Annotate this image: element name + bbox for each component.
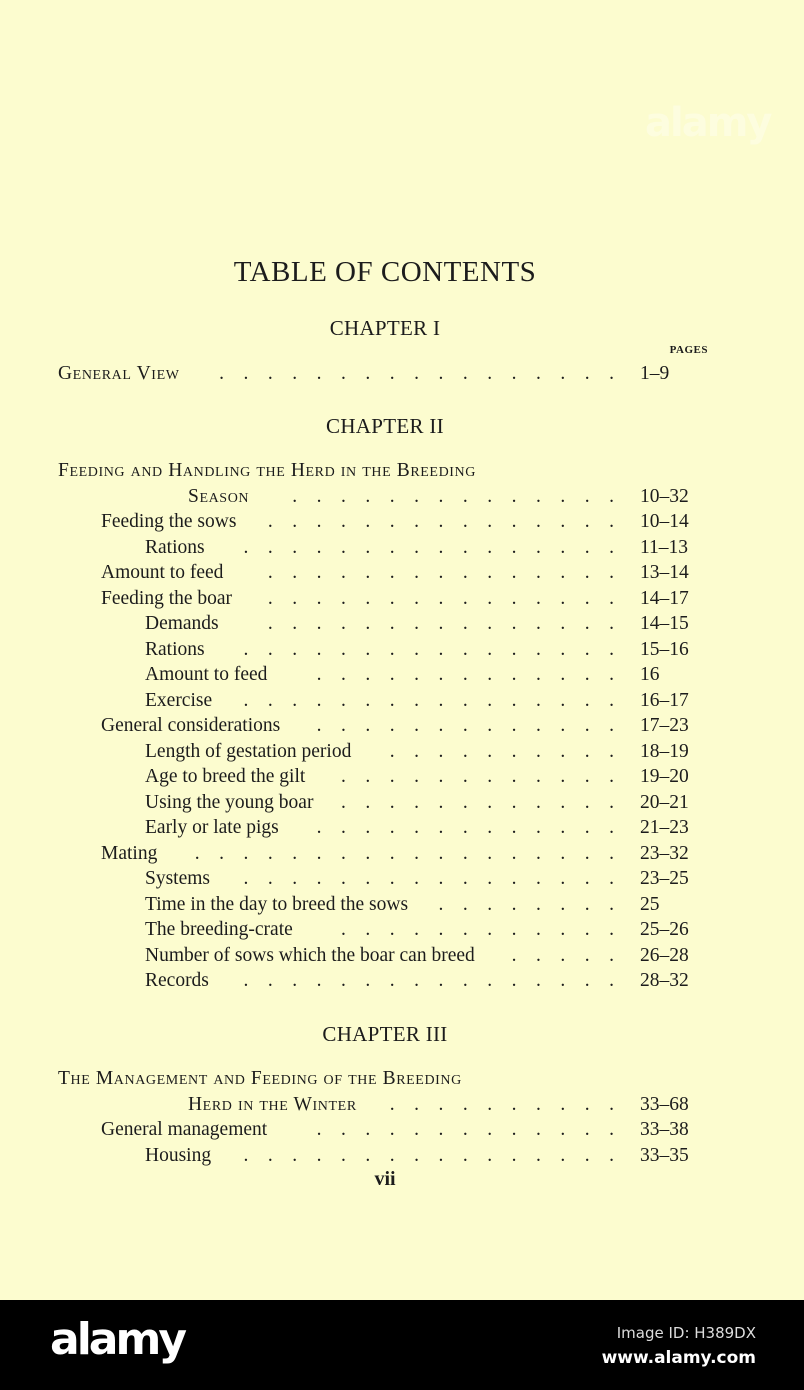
entry-title: Herd in the Winter bbox=[188, 1093, 357, 1115]
toc-entry bbox=[145, 688, 710, 713]
entry-title: Early or late pigs bbox=[145, 817, 279, 838]
entry-pages: 20–21 bbox=[640, 791, 689, 813]
dot-leader: . . . . . . . . . . . . . bbox=[297, 817, 614, 838]
entry-title: The breeding-crate bbox=[145, 919, 293, 940]
entry-title: Exercise bbox=[145, 689, 213, 711]
toc-entry bbox=[58, 458, 710, 483]
alamy-logo: alamy bbox=[50, 1314, 184, 1365]
entry-title: Housing bbox=[145, 1144, 212, 1166]
dot-leader: . . . . . . . . . . . . . . . bbox=[248, 562, 614, 583]
dot-leader: . . . . . . . . . . . . . . . . bbox=[224, 689, 614, 711]
stock-footer-banner bbox=[0, 1300, 804, 1390]
entry-title: Demands bbox=[145, 613, 219, 634]
entry-pages: 10–14 bbox=[640, 511, 689, 532]
toc-entry bbox=[58, 1066, 710, 1091]
entry-title: The Management and Feeding of the Breeding bbox=[58, 1068, 462, 1089]
entry-title: Length of gestation period bbox=[145, 740, 352, 762]
toc-entry bbox=[101, 841, 710, 866]
toc-entry bbox=[145, 535, 710, 560]
entry-pages: 25–26 bbox=[640, 919, 689, 940]
entry-pages: 21–23 bbox=[640, 817, 689, 838]
entry-title: Using the young boar bbox=[145, 791, 314, 813]
dot-leader: . . . . . . . . . . . . . . . . . . bbox=[175, 842, 614, 864]
chapter-heading: CHAPTER I bbox=[329, 316, 441, 340]
entry-title: Amount to feed bbox=[145, 664, 268, 685]
dot-leader: . . . . . . . . . . . . . . . . bbox=[224, 536, 614, 558]
entry-pages: 1–9 bbox=[640, 363, 670, 384]
watermark: alamy bbox=[645, 100, 771, 146]
dot-leader: . . . . . . . . . . . . . . bbox=[272, 485, 614, 507]
entry-pages: 15–16 bbox=[640, 638, 689, 660]
entry-title: Mating bbox=[101, 842, 158, 864]
toc-entry bbox=[145, 637, 710, 662]
toc-entry bbox=[145, 917, 710, 942]
entry-title: Feeding and Handling the Herd in the Breeding bbox=[58, 460, 476, 481]
toc-entry bbox=[145, 1143, 710, 1168]
dot-leader: . . . . . . . . . . . . . bbox=[297, 664, 614, 685]
chapter-heading: CHAPTER II bbox=[326, 414, 444, 438]
entry-pages: 19–20 bbox=[640, 766, 689, 787]
toc-entry bbox=[145, 611, 710, 636]
entry-title: Feeding the boar bbox=[101, 587, 233, 609]
dot-leader: . . . . . bbox=[492, 944, 614, 966]
toc-entry bbox=[101, 586, 710, 611]
entry-pages: 10–32 bbox=[640, 485, 689, 507]
dot-leader: . . . . . . . . . . . . . . . . bbox=[224, 970, 614, 991]
entry-pages: 14–17 bbox=[640, 587, 689, 609]
dot-leader: . . . . . . . . . . bbox=[370, 740, 614, 762]
toc-entry bbox=[145, 968, 710, 993]
entry-pages: 14–15 bbox=[640, 613, 689, 634]
entry-title: General management bbox=[101, 1119, 268, 1140]
page-title: TABLE OF CONTENTS bbox=[233, 256, 537, 288]
toc-entry bbox=[145, 790, 710, 815]
dot-leader: . . . . . . . . . . . . . . . . . bbox=[199, 363, 614, 384]
entry-title: Number of sows which the boar can breed bbox=[145, 944, 475, 966]
toc-entry bbox=[145, 943, 710, 968]
dot-leader: . . . . . . . . . . . . . . . bbox=[248, 587, 614, 609]
chapter-heading: CHAPTER III bbox=[322, 1022, 448, 1046]
dot-leader: . . . . . . . . . . . . . . . . bbox=[224, 1144, 614, 1166]
toc-entry bbox=[101, 560, 710, 585]
entry-pages: 16–17 bbox=[640, 689, 689, 711]
entry-pages: 11–13 bbox=[640, 536, 689, 558]
entry-pages: 23–32 bbox=[640, 842, 689, 864]
entry-pages: 28–32 bbox=[640, 970, 689, 991]
page-number: vii bbox=[374, 1168, 396, 1190]
entry-pages: 33–68 bbox=[640, 1093, 689, 1115]
toc-entry bbox=[188, 1092, 710, 1117]
toc-entry bbox=[101, 713, 710, 738]
toc-entry bbox=[58, 361, 710, 386]
entry-pages: 23–25 bbox=[640, 868, 689, 889]
dot-leader: . . . . . . . . . . . . . . . bbox=[248, 511, 614, 532]
dot-leader: . . . . . . . . . . . . . . . . bbox=[224, 868, 614, 889]
entry-pages: 16 bbox=[640, 664, 660, 685]
image-id: Image ID: H389DX bbox=[616, 1324, 756, 1342]
entry-title: Records bbox=[145, 970, 209, 991]
pages-column-label: PAGES bbox=[669, 344, 708, 356]
footer-url: www.alamy.com bbox=[601, 1348, 756, 1368]
entry-pages: 25 bbox=[640, 893, 660, 915]
dot-leader: . . . . . . . . . . . . bbox=[321, 919, 614, 940]
entry-title: General View bbox=[58, 363, 180, 384]
entry-title: Feeding the sows bbox=[101, 511, 237, 532]
dot-leader: . . . . . . . . . . . . . . . . bbox=[224, 638, 614, 660]
toc-entry bbox=[101, 1117, 710, 1142]
entry-title: General considerations bbox=[101, 715, 281, 736]
entry-pages: 13–14 bbox=[640, 562, 689, 583]
dot-leader: . . . . . . . . bbox=[419, 893, 614, 915]
toc-entry bbox=[145, 815, 710, 840]
entry-title: Rations bbox=[145, 638, 205, 660]
toc-entry bbox=[145, 662, 710, 687]
dot-leader: . . . . . . . . . . . . . . . bbox=[248, 613, 614, 634]
dot-leader: . . . . . . . . . . . . bbox=[321, 766, 614, 787]
entry-pages: 33–35 bbox=[640, 1144, 689, 1166]
toc-entry bbox=[145, 764, 710, 789]
toc-entry bbox=[145, 739, 710, 764]
toc-entry bbox=[188, 484, 710, 509]
dot-leader: . . . . . . . . . . bbox=[370, 1093, 614, 1115]
dot-leader: . . . . . . . . . . . . bbox=[321, 791, 614, 813]
entry-pages: 17–23 bbox=[640, 715, 689, 736]
entry-title: Time in the day to breed the sows bbox=[145, 893, 409, 915]
entry-title: Amount to feed bbox=[101, 562, 224, 583]
toc-entry bbox=[145, 892, 710, 917]
entry-pages: 18–19 bbox=[640, 740, 689, 762]
entry-title: Rations bbox=[145, 536, 205, 558]
entry-pages: 33–38 bbox=[640, 1119, 689, 1140]
entry-title: Systems bbox=[145, 868, 211, 889]
dot-leader: . . . . . . . . . . . . . bbox=[297, 715, 614, 736]
toc-entry bbox=[145, 866, 710, 891]
entry-pages: 26–28 bbox=[640, 944, 689, 966]
entry-title: Season bbox=[188, 485, 250, 507]
dot-leader: . . . . . . . . . . . . . bbox=[297, 1119, 614, 1140]
toc-entry bbox=[101, 509, 710, 534]
entry-title: Age to breed the gilt bbox=[145, 766, 306, 787]
